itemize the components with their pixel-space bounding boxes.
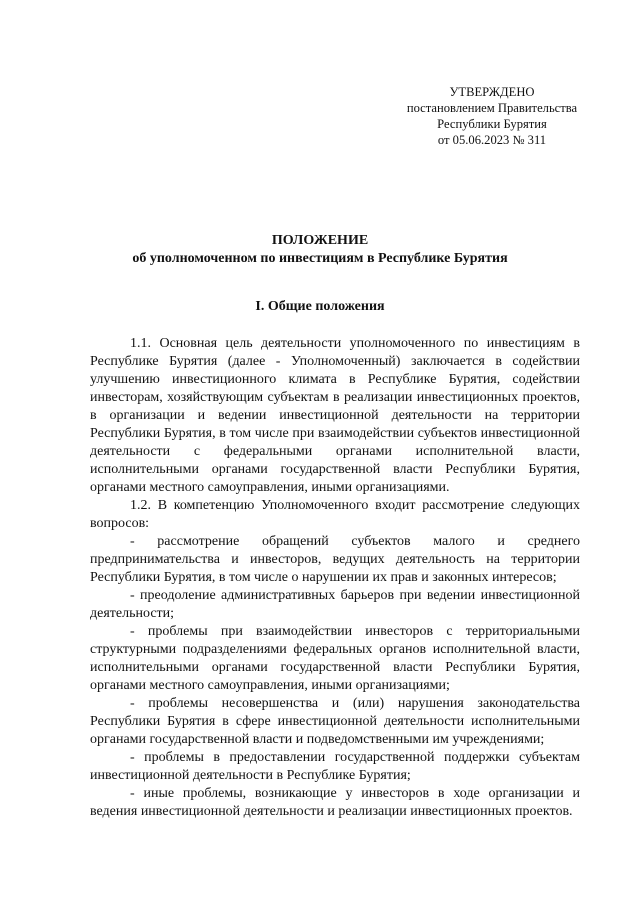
document-title-subtitle: об уполномоченном по инвестициям в Республике Бурятия (132, 251, 508, 266)
document-body (90, 335, 580, 821)
list-item: - рассмотрение обращений субъектов малого и среднего предпринимательства и инвесторов, ведущих деятельность на территории Республики Бурятия, в том числе о нарушении их прав и законных интересов; (90, 534, 580, 585)
approval-label: УТВЕРЖДЕНО (449, 85, 535, 99)
approval-date-number: от 05.06.2023 № 311 (437, 133, 547, 147)
approval-decree: постановлением Правительства (406, 101, 578, 115)
paragraph-1-1: 1.1. Основная цель деятельности уполномоченного по инвестициям в Республике Бурятия (далее - Уполномоченный) заключается в содействии улучшению инвестиционного климата в Республике Бурятия, содействии инвесторам, хозяйствующим субъектам в реализации инвестиционных проектов, в организации и ведении инвестиционной деятельности на территории Республики Бурятия, в том числе при взаимодействии субъектов инвестиционной деятельности с федеральными органами исполнительной власти, исполнительными органами государственной власти Республики Бурятия, органами местного самоуправления, иными организациями. (90, 336, 580, 495)
list-item: - проблемы при взаимодействии инвесторов с территориальными структурными подразделениями федеральных органов исполнительной власти, исполнительными органами государственной власти Республики Бурятия, органами местного самоуправления, иными организациями; (90, 624, 580, 693)
section-heading: I. Общие положения (255, 299, 385, 314)
document-title (0, 232, 640, 268)
approval-stamp (392, 84, 592, 148)
list-item: - преодоление административных барьеров при ведении инвестиционной деятельности; (90, 588, 580, 621)
paragraph-1-2: 1.2. В компетенцию Уполномоченного входит рассмотрение следующих вопросов: (90, 498, 580, 531)
list-item: - проблемы несовершенства и (или) нарушения законодательства Республики Бурятия в сфере инвестиционной деятельности исполнительными органами государственной власти и подведомственными им учреждениями; (90, 696, 580, 747)
list-item: - проблемы в предоставлении государственной поддержки субъектам инвестиционной деятельности в Республике Бурятия; (90, 750, 580, 783)
list-item: - иные проблемы, возникающие у инвесторов в ходе организации и ведения инвестиционной деятельности и реализации инвестиционных проектов. (90, 786, 580, 819)
approval-republic: Республики Бурятия (437, 117, 547, 131)
document-title-main: ПОЛОЖЕНИЕ (271, 233, 369, 248)
